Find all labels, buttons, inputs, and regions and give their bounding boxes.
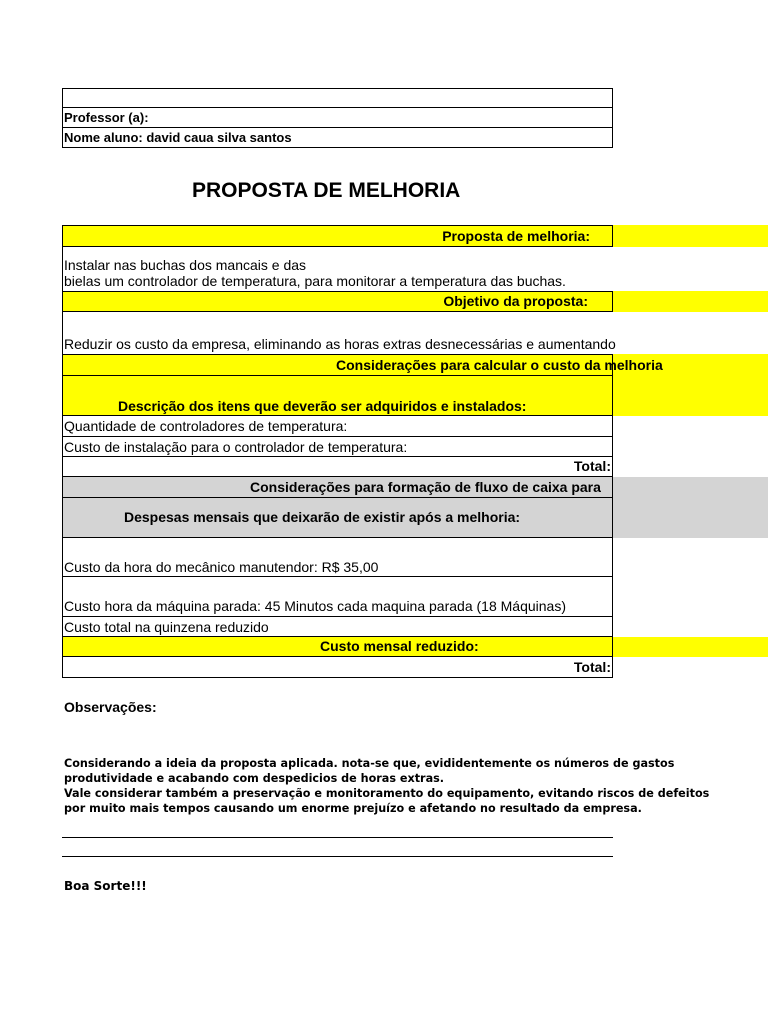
monthly-expenses-header: Despesas mensais que deixarão de existir após a melhoria: xyxy=(124,509,521,525)
cashflow-header: Considerações para formação de fluxo de caixa para xyxy=(250,479,601,495)
fortnight-total-label: Custo total na quinzena reduzido xyxy=(64,619,269,635)
item-quantity-label: Quantidade de controladores de temperatura: xyxy=(64,418,348,434)
cost-considerations-divider xyxy=(62,375,613,376)
expenses-divider-2 xyxy=(62,616,613,617)
header-divider-2 xyxy=(62,127,613,128)
objective-header: Objetivo da proposta: xyxy=(443,293,588,309)
monthly-reduced-header: Custo mensal reduzido: xyxy=(320,638,479,654)
proposal-header: Proposta de melhoria: xyxy=(442,228,590,244)
left-border-proposal xyxy=(62,247,63,291)
signature-line-2 xyxy=(62,856,613,857)
observations-label: Observações: xyxy=(64,699,157,715)
item-install-cost-label: Custo de instalação para o controlador de temperatura: xyxy=(64,439,408,455)
items-divider-2 xyxy=(62,456,613,457)
observations-line-3: Vale considerar também a preservação e monitoramento do equipamento, evitando riscos de defeitos xyxy=(64,787,710,800)
student-name-label: Nome aluno: david caua silva santos xyxy=(64,130,292,145)
cashflow-divider xyxy=(62,497,613,498)
proposal-text-line-1: Instalar nas buchas dos mancais e das xyxy=(64,257,307,273)
observations-line-4: por muito mais tempos causando um enorme prejuízo e afetando no resultado da empresa. xyxy=(64,802,642,815)
left-border-objective xyxy=(62,312,63,354)
expenses-divider-1 xyxy=(62,576,613,577)
items-divider-1 xyxy=(62,436,613,437)
good-luck-text: Boa Sorte!!! xyxy=(64,879,147,893)
header-divider-1 xyxy=(62,107,613,108)
cost-considerations-header: Considerações para calcular o custo da melhoria xyxy=(336,357,663,373)
objective-text: Reduzir os custo da empresa, eliminando as horas extras desnecessárias e aumentando xyxy=(64,336,616,352)
items-header: Descrição dos itens que deverão ser adquiridos e instalados: xyxy=(118,398,527,414)
professor-label: Professor (a): xyxy=(64,110,149,125)
mechanic-hour-cost: Custo da hora do mecânico manutendor: R$ 35,00 xyxy=(64,559,379,575)
observations-line-2: produtividade e acabando com despedicios de horas extras. xyxy=(64,772,445,785)
page-title: PROPOSTA DE MELHORIA xyxy=(192,179,461,202)
proposal-text-line-2: bielas um controlador de temperatura, para monitorar a temperatura das buchas. xyxy=(64,273,566,289)
machine-stop-cost: Custo hora da máquina parada: 45 Minutos cada maquina parada (18 Máquinas) xyxy=(64,598,566,614)
final-total-label: Total: xyxy=(573,659,611,675)
observations-line-1: Considerando a ideia da proposta aplicada. nota-se que, evididentemente os números de gastos xyxy=(64,757,675,770)
items-total-label: Total: xyxy=(573,458,611,474)
signature-line-1 xyxy=(62,837,613,838)
